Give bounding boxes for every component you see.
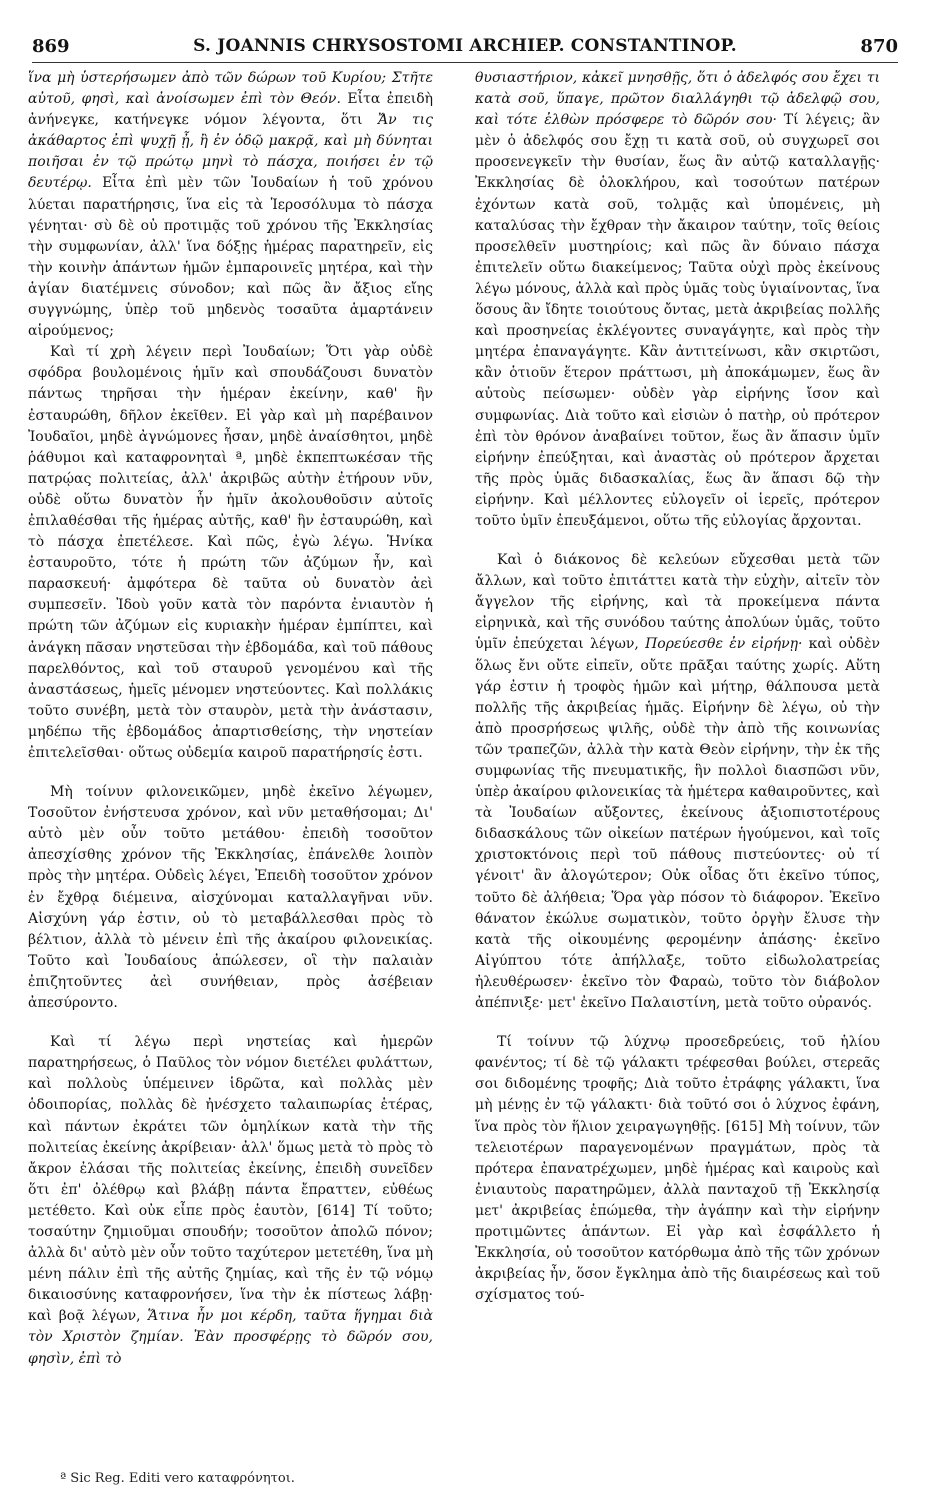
scripture-quote: Πορεύεσθε ἐν εἰρήνῃ· (645, 636, 803, 653)
body-text: Καὶ τί λέγω περὶ νηστείας καὶ ἡμερῶν παρατηρήσεως, ὁ Παῦλος τὸν νόμον διετέλει φυλάττων, καὶ πολλοὺς ὑπέμεινεν ἱδρῶτα, καὶ πολλὰς μὲν ὁδοιπορίας, πολλὰς δὲ ἠνέσχετο ταλαιπωρίας ἑτέρας, καὶ πάντων ἐκράτει τῶν ὁμηλίκων κατὰ τὴν τῆς πολιτείας ἐκείνης ἀκρίβειαν· ἀλλ' ὅμως μετὰ τὸ πρὸς τὸ ἄκρον ἐλάσαι τῆς πολιτείας ἐκείνης, ἐπειδὴ συνεῖδεν ὅτι ἐπ' ὀλέθρῳ καὶ βλάβῃ πάντα ἔπραττεν, εὐθέως μετέθετο. Καὶ οὐκ εἶπε πρὸς ἑαυτὸν, [614] Τί τοῦτο; τοσαύτην ζημιοῦμαι σπουδήν; τοσοῦτον ἀπολῶ πόνον; ἀλλὰ δι' αὐτὸ μὲν οὖν τοῦτο ταχύτερον μετετέθη, ἵνα μὴ μένη πάλιν ἐπὶ τῆς αὐτῆς ζημίας, καὶ τῆς ἐν τῷ νόμῳ δικαιοσύνης καταφρονήσεν, ἵνα τὴν ἐκ πίστεως λάβῃ· καὶ βοᾷ λέγων, (28, 1034, 433, 1325)
running-title: S. JOANNIS CHRYSOSTOMI ARCHIEP. CONSTANTINOP. (193, 36, 737, 56)
footnote: ª Sic Reg. Editi vero καταφρόνητοι. (60, 1471, 295, 1486)
page-number-right: 870 (860, 36, 898, 57)
paragraph (475, 550, 880, 1014)
body-text: Τί λέγεις; ἂν μὲν ὁ ἀδελφός σου ἔχῃ τι κατὰ σοῦ, οὐ συγχωρεῖ σοι προσενεγκεῖν τὴν θυσίαν, ἕως ἂν αὐτῷ καταλλαγῇς· Ἐκκλησίας δὲ ὁλοκλήρου, καὶ τοσούτων πατέρων ἐχόντων κατὰ σοῦ, τολμᾷς καὶ ὑπομένεις, μὴ καταλύσας τὴν ἔχθραν τὴν ἄκαιρον ταύτην, τοῖς θείοις προσελθεῖν μυστηρίοις; καὶ πῶς ἂν δύναιο πάσχα ἐπιτελεῖν οὕτω διακείμενος; Ταῦτα οὐχὶ πρὸς ἐκείνους λέγω μόνους, ἀλλὰ καὶ πρὸς ὑμᾶς τοὺς ὑγιαίνοντας, ἵνα ὅσους ἂν ἴδητε τοιούτους ὄντας, μετὰ ἀκριβείας πολλῆς καὶ προσηνείας ἐκλέγοντες συναγάγητε, καὶ πρὸς τὴν μητέρα ἐπαναγάγητε. Κἂν ἀντιτείνωσι, κἂν σκιρτῶσι, κἂν ὁτιοῦν ἕτερον πράττωσι, μὴ ἀποκάμωμεν, ἕως ἂν αὐτοὺς πείσωμεν· οὐδὲν γὰρ εἰρήνης ἴσον καὶ συμφωνίας. Διὰ τοῦτο καὶ εἰσιὼν ὁ πατὴρ, οὐ πρότερον ἐπὶ τὸν θρόνον ἀναβαίνει τοῦτον, ἕως ἂν ἅπασιν ὑμῖν εἰρήνην ἐπεύξηται, καὶ ἀναστὰς οὐ πρότερον ἄρχεται τῆς πρὸς ὑμᾶς διδασκαλίας, ἕως ἂν ἅπασι δῷ τὴν εἰρήνην. Καὶ μέλλοντες εὐλογεῖν οἱ ἱερεῖς, πρότερον τοῦτο ὑμῖν ἐπευξάμενοι, οὕτω τῆς εὐλογίας ἄρχονται. (475, 112, 880, 529)
left-column (28, 68, 433, 1448)
body-text: καὶ οὐδὲν ὅλως ἔνι οὔτε εἰπεῖν, οὔτε πρᾶξαι ταύτης χωρίς. Αὕτη γάρ ἐστιν ἡ τροφὸς ἡμῶν καὶ μήτηρ, θάλπουσα μετὰ πολλῆς τῆς ἀκριβείας ἡμᾶς. Εἰρήνην δὲ λέγω, οὐ τὴν ἀπὸ προσρήσεως ψιλῆς, οὐδὲ τὴν ἀπὸ τῆς κοινωνίας τῶν τραπεζῶν, ἀλλὰ τὴν κατὰ Θεὸν εἰρήνην, τὴν ἐκ τῆς συμφωνίας τῆς πνευματικῆς, ἣν πολλοὶ διασπῶσι νῦν, ὑπὲρ ἀκαίρου φιλονεικίας τὰ ἡμέτερα καθαιροῦντες, καὶ τὰ Ἰουδαίων αὔξοντες, ἐκείνους ἀξιοπιστοτέρους διδασκάλους τῶν οἰκείων πατέρων ἡγούμενοι, καὶ τοῖς χριστοκτόνοις περὶ τοῦ πάθους πιστεύοντες· οὐ τί γένοιτ' ἂν ἀλογώτερον; Οὐκ οἶδας ὅτι ἐκεῖνο τύπος, τοῦτο δὲ ἀλήθεια; Ὅρα γὰρ πόσον τὸ διάφορον. Ἐκεῖνο θάνατον ἐκώλυε σωματικὸν, τοῦτο ὀργὴν ἔλυσε τὴν κατὰ τῆς οἰκουμένης φερομένην ἁπάσης· ἐκεῖνο Αἰγύπτου τότε ἀπήλλαξε, τοῦτο εἰδωλολατρείας ἠλευθέρωσεν· ἐκεῖνο τὸν Φαραὼ, τοῦτο τὸν διάβολον ἀπέπνιξε· μετ' ἐκεῖνο Παλαιστίνη, μετὰ τοῦτο οὐρανός. (475, 636, 880, 1012)
paragraph: Καὶ τί χρὴ λέγειν περὶ Ἰουδαίων; Ὅτι γὰρ οὐδὲ σφόδρα βουλομένοις ἡμῖν καὶ σπουδάζουσι δυνατὸν πάντως τηρῆσαι τὴν ἡμέραν ἐκείνην, καθ' ἣν ἐσταυρώθη, δῆλον ἐκεῖθεν. Εἰ γὰρ καὶ μὴ παρέβαινον Ἰουδαῖοι, μηδὲ ἀγνώμονες ἦσαν, μηδὲ ἀναίσθητοι, μηδὲ ῥάθυμοι καὶ καταφρονηταὶ ª, μηδὲ ἐκπεπτωκέσαν τῆς πατρῴας πολιτείας, ἀλλ' ἀκριβῶς αὐτὴν ἐτήρουν νῦν, οὐδὲ οὕτω δυνατὸν ἦν ἡμῖν ἀκολουθοῦσιν αὐτοῖς ἐπιλαθέσθαι τῆς ἡμέρας αὐτῆς, καθ' ἣν ἐσταυρώθη, καὶ τὸ πάσχα ἐπετέλεσε. Καὶ πῶς, ἐγὼ λέγω. Ἡνίκα ἐσταυροῦτο, τότε ἡ πρώτη τῶν ἀζύμων ἦν, καὶ παρασκευή· ἀμφότερα δὲ ταῦτα οὐ δυνατὸν ἀεὶ συμπεσεῖν. Ἰδοὺ γοῦν κατὰ τὸν παρόντα ἐνιαυτὸν ἡ πρώτη τῶν ἀζύμων εἰς κυριακὴν ἡμέραν ἐμπίπτει, καὶ ἀνάγκη πᾶσαν νηστεῦσαι τὴν ἑβδομάδα, καὶ τοῦ πάθους παρελθόντος, καὶ τοῦ σταυροῦ γενομένου καὶ τῆς ἀναστάσεως, ἡμεῖς μένομεν νηστεύοντες. Καὶ πολλάκις τοῦτο συνέβη, μετὰ τὸν σταυρὸν, μετὰ τὴν ἀνάστασιν, μηδέπω τῆς ἑβδομάδος ἀπαρτισθείσης, τὴν νηστείαν ἐπιτελεῖσθαι· οὕτως οὐδεμία καιροῦ παρατήρησίς ἐστι. (28, 344, 433, 761)
paragraph: Μὴ τοίνυν φιλονεικῶμεν, μηδὲ ἐκεῖνο λέγωμεν, Τοσοῦτον ἐνήστευσα χρόνον, καὶ νῦν μεταθήσομαι; Δι' αὐτὸ μὲν οὖν τοῦτο μετάθου· ἐπειδὴ τοσοῦτον ἀπεσχίσθης χρόνον τῆς Ἐκκλησίας, ἐπάνελθε λοιπὸν πρὸς τὴν μητέρα. Οὐδεὶς λέγει, Ἐπειδὴ τοσοῦτον χρόνον ἐν ἔχθρᾳ διέμεινα, αἰσχύνομαι καταλλαγῆναι νῦν. Αἰσχύνη γάρ ἐστιν, οὐ τὸ μεταβάλλεσθαι πρὸς τὸ βέλτιον, ἀλλὰ τὸ μένειν ἐπὶ τῆς ἀκαίρου φιλονεικίας. Τοῦτο καὶ Ἰουδαίους ἀπώλεσεν, οἳ τὴν παλαιὰν ἐπιζητοῦντες ἀεὶ συνήθειαν, πρὸς ἀσέβειαν ἀπεσύροντο. (28, 784, 433, 1012)
scripture-quote: Ἄν τις ἀκάθαρτος ἐπὶ ψυχῇ ᾖ, ἢ ἐν ὁδῷ μακρᾷ, καὶ μὴ δύνηται ποιῆσαι ἐν τῷ πρώτῳ μηνὶ τὸ πάσχα, ποιήσει ἐν τῷ δευτέρῳ. (28, 112, 433, 192)
body-text: Εἶτα ἐπειδὴ ἀνήνεγκε, κατήνεγκε νόμον λέγοντα, ὅτι (28, 91, 433, 129)
scripture-quote: θυσιαστήριον, κἀκεῖ μνησθῇς, ὅτι ὁ ἀδελφός σου ἔχει τι κατὰ σοῦ, ὕπαγε, πρῶτον διαλλάγηθι τῷ ἀδελφῷ σου, καὶ τότε ἐλθὼν πρόσφερε τὸ δῶρόν σου· (475, 70, 880, 129)
right-column (475, 68, 880, 1448)
paragraph (475, 68, 880, 532)
body-text: Εἶτα ἐπὶ μὲν τῶν Ἰουδαίων ἡ τοῦ χρόνου λύεται παρατήρησις, ἵνα εἰς τὰ Ἱεροσόλυμα τὸ πάσχα γένηται· σὺ δὲ οὐ προτιμᾷς τοῦ χρόνου τῆς Ἐκκλησίας τὴν συμφωνίαν, ἀλλ' ἵνα δόξῃς ἡμέρας παρατηρεῖν, εἰς τὴν κοινὴν ἁπάντων ἡμῶν ἐμπαροινεῖς μητέρα, καὶ τὴν ἁγίαν διατέμνεις σύνοδον; καὶ πῶς ἂν ἄξιος εἴης συγγνώμης, ὑπὲρ τοῦ μηδενὸς τοσαῦτα ἁμαρτάνειν αἱρούμενος; (28, 175, 433, 340)
paragraph (28, 68, 433, 342)
scripture-quote: ἵνα μὴ ὑστερήσωμεν ἀπὸ τῶν δώρων τοῦ Κυρίου; Στῆτε αὐτοῦ, φησὶ, καὶ ἀνοίσωμεν ἐπὶ τὸν Θεόν. (28, 70, 433, 108)
body-text: Καὶ ὁ διάκονος δὲ κελεύων εὔχεσθαι μετὰ τῶν ἄλλων, καὶ τοῦτο ἐπιτάττει κατὰ τὴν εὐχὴν, αἰτεῖν τὸν ἄγγελον τῆς εἰρήνης, καὶ τὰ προκείμενα πάντα εἰρηνικὰ, καὶ τῆς συνόδου ταύτης ἀπολύων ὑμᾶς, τοῦτο ὑμῖν ἐπεύχεται λέγων, (475, 552, 880, 653)
scripture-quote: Ἅτινα ἦν μοι κέρδη, ταῦτα ἥγημαι διὰ τὸν Χριστὸν ζημίαν. Ἐὰν προσφέρῃς τὸ δῶρόν σου, φησὶν, ἐπὶ τὸ (28, 1308, 433, 1367)
paragraph (28, 1032, 433, 1370)
page-number-left: 869 (32, 36, 70, 57)
paragraph: Τί τοίνυν τῷ λύχνῳ προσεδρεύεις, τοῦ ἡλίου φανέντος; τί δὲ τῷ γάλακτι τρέφεσθαι βούλει, στερεᾶς σοι διδομένης τροφῆς; Διὰ τοῦτο ἐτράφης γάλακτι, ἵνα μὴ μένῃς ἐν τῷ γάλακτι· διὰ τοῦτό σοι ὁ λύχνος ἐφάνη, ἵνα πρὸς τὸν ἥλιον χειραγωγηθῇς. [615] Μὴ τοίνυν, τῶν τελειοτέρων παραγενομένων πραγμάτων, πρὸς τὰ πρότερα ἐπανατρέχωμεν, μηδὲ ἡμέρας καὶ καιροὺς καὶ ἐνιαυτοὺς παρατηρῶμεν, ἀλλὰ πανταχοῦ τῇ Ἐκκλησίᾳ μετ' ἀκριβείας ἑπώμεθα, τὴν ἀγάπην καὶ τὴν εἰρήνην προτιμῶντες ἁπάντων. Εἰ γὰρ καὶ ἐσφάλλετο ἡ Ἐκκλησία, οὐ τοσοῦτον κατόρθωμα ἀπὸ τῆς τῶν χρόνων ἀκριβείας ἦν, ὅσον ἔγκλημα ἀπὸ τῆς διαιρέσεως καὶ τοῦ σχίσματος τού- (475, 1034, 880, 1304)
running-header (32, 36, 898, 63)
